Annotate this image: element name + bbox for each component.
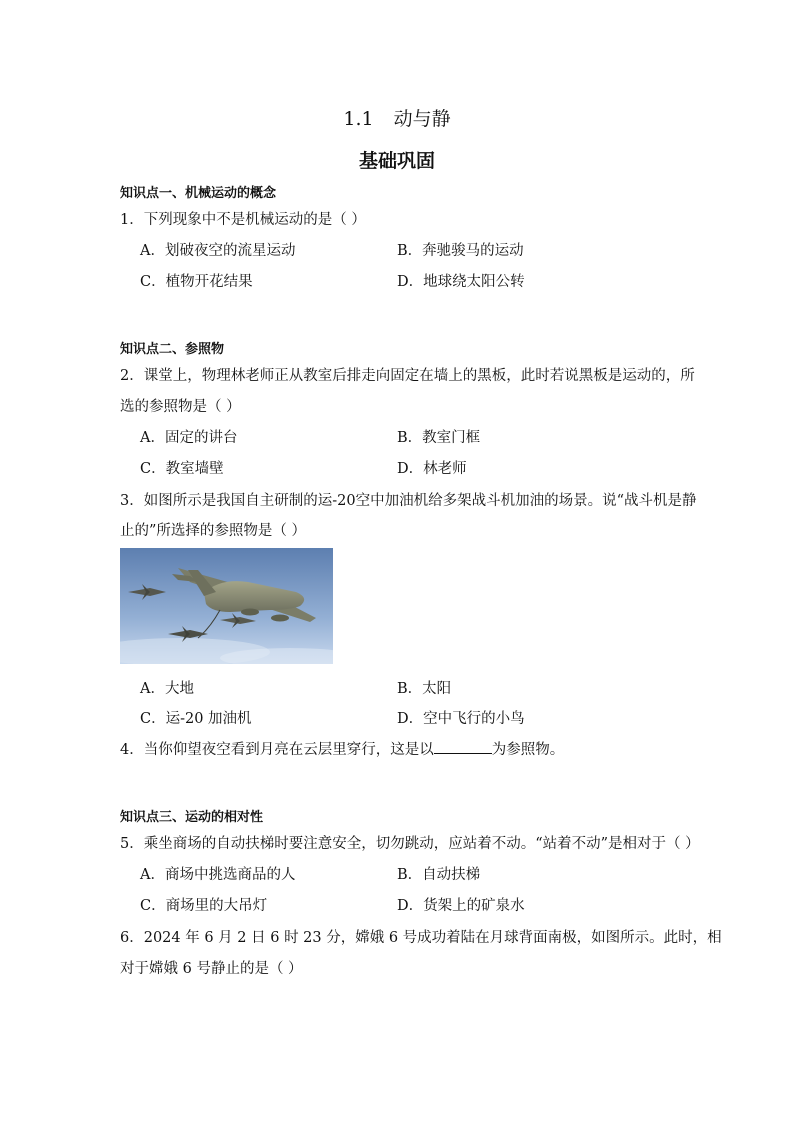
page-title	[0, 104, 794, 131]
question-5-option-c: C．商场里的大吊灯	[140, 898, 268, 914]
section-heading-1: 知识点一、机械运动的概念	[120, 186, 277, 201]
question-4-text-before: 4．当你仰望夜空看到月亮在云层里穿行，这是以	[120, 742, 434, 758]
question-2-option-b: B．教室门框	[397, 430, 481, 446]
question-5-stem: 5．乘坐商场的自动扶梯时要注意安全，切勿跳动，应站着不动。“站着不动”是相对于（ ）	[120, 836, 700, 852]
question-3-option-a: A．大地	[140, 681, 194, 697]
question-2-stem-line-1: 2．课堂上，物理林老师正从教室后排走向固定在墙上的黑板，此时若说黑板是运动的，所	[120, 368, 695, 384]
question-1-stem: 1．下列现象中不是机械运动的是（ ）	[120, 212, 366, 228]
page-subtitle: 基础巩固	[358, 150, 435, 172]
question-3-option-d: D．空中飞行的小鸟	[397, 711, 525, 727]
question-3-stem-line-1: 3．如图所示是我国自主研制的运-20空中加油机给多架战斗机加油的场景。说“战斗机是静	[120, 493, 697, 509]
question-4-text-after: 为参照物。	[491, 742, 565, 758]
question-5-option-a: A．商场中挑选商品的人	[140, 867, 296, 883]
title-text: 动与静	[393, 108, 451, 130]
refueling-aircraft-photo	[120, 548, 333, 664]
question-1-option-b: B．奔驰骏马的运动	[397, 243, 524, 259]
question-2-option-d: D．林老师	[397, 461, 467, 477]
answer-blank[interactable]	[434, 741, 492, 754]
question-6-stem-line-2: 对于嫦娥 6 号静止的是（ ）	[120, 961, 303, 977]
question-3-option-b: B．太阳	[397, 681, 452, 697]
question-2-option-c: C．教室墙壁	[140, 461, 224, 477]
title-number: 1.1	[343, 108, 374, 130]
question-3-option-c: C．运-20 加油机	[140, 711, 252, 727]
question-5-option-d: D．货架上的矿泉水	[397, 898, 525, 914]
question-5-option-b: B．自动扶梯	[397, 867, 481, 883]
question-1-option-a: A．划破夜空的流星运动	[140, 243, 296, 259]
question-2-option-a: A．固定的讲台	[140, 430, 238, 446]
question-6-stem-line-1: 6．2024 年 6 月 2 日 6 时 23 分，嫦娥 6 号成功着陆在月球背面南极，如图所示。此时，相	[120, 930, 722, 946]
question-4-stem	[120, 738, 564, 759]
question-2-stem-line-2: 选的参照物是（ ）	[120, 399, 241, 415]
section-heading-2: 知识点二、参照物	[120, 342, 225, 357]
question-3-stem-line-2: 止的”所选择的参照物是（ ）	[120, 523, 307, 539]
question-1-option-c: C．植物开花结果	[140, 274, 253, 290]
section-heading-3: 知识点三、运动的相对性	[120, 810, 264, 825]
question-1-option-d: D．地球绕太阳公转	[397, 274, 525, 290]
